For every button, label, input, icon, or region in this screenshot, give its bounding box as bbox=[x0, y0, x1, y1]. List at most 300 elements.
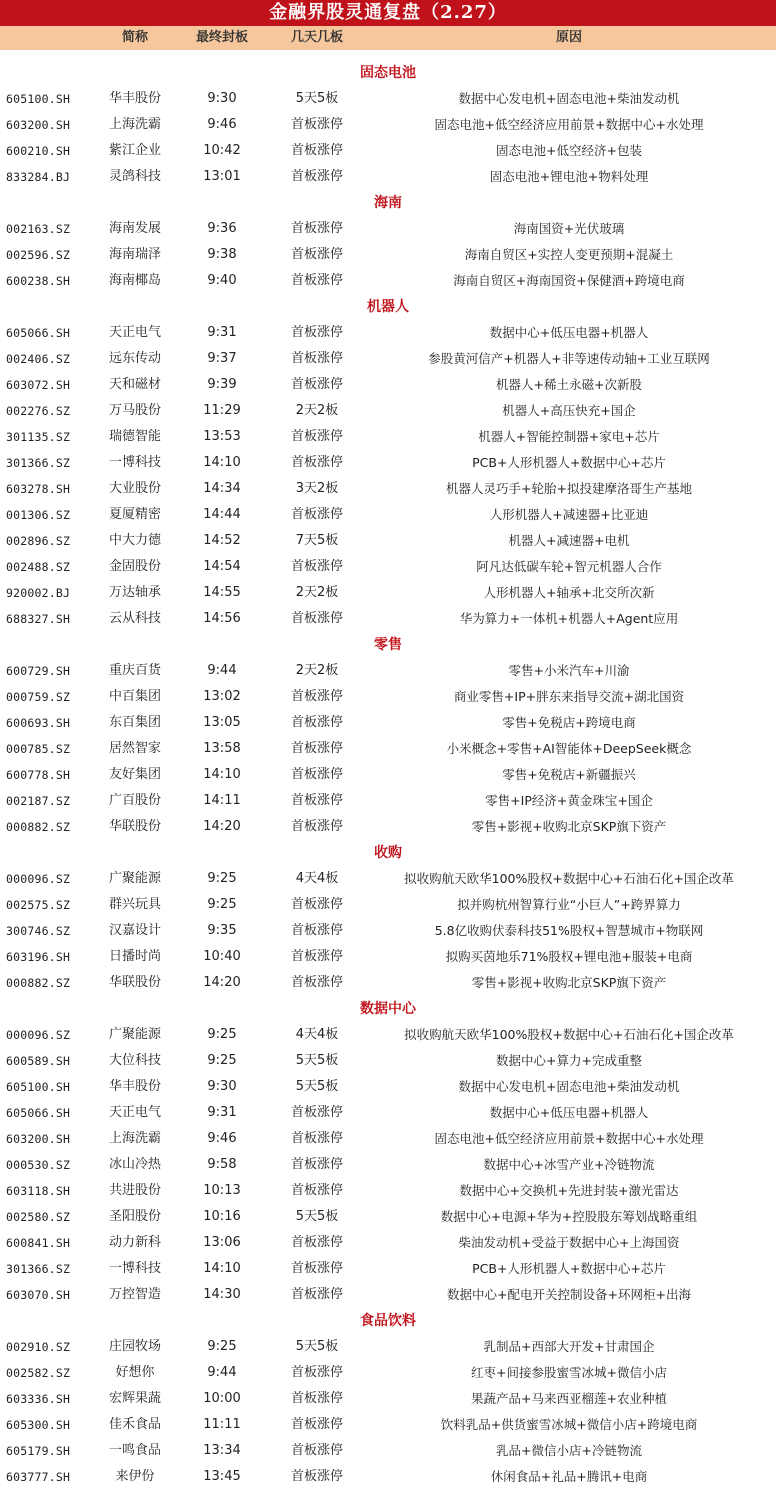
board-count: 5天5板 bbox=[295, 1079, 339, 1094]
board-count: 首板涨停 bbox=[290, 1417, 343, 1432]
stock-code: 002582.SZ bbox=[6, 1366, 71, 1380]
board-count: 5天5板 bbox=[295, 91, 339, 106]
board-count: 首板涨停 bbox=[290, 507, 343, 522]
stock-code: 600693.SH bbox=[6, 716, 71, 730]
seal-time: 9:25 bbox=[207, 897, 237, 912]
reason: 数据中心+低压电器+机器人 bbox=[489, 325, 649, 340]
board-count: 首板涨停 bbox=[290, 923, 343, 938]
stock-code: 603072.SH bbox=[6, 378, 71, 392]
board-count: 首板涨停 bbox=[290, 377, 343, 392]
stock-name: 华联股份 bbox=[108, 975, 161, 990]
reason: 柴油发动机+受益于数据中心+上海国资 bbox=[458, 1235, 680, 1250]
reason: 人形机器人+减速器+比亚迪 bbox=[489, 507, 649, 522]
stock-code: 600729.SH bbox=[6, 664, 71, 678]
reason: 固态电池+低空经济+包装 bbox=[496, 143, 642, 158]
stock-name: 天正电气 bbox=[108, 1105, 161, 1120]
table-row bbox=[0, 528, 776, 554]
seal-time: 9:35 bbox=[207, 923, 237, 938]
seal-time: 10:42 bbox=[203, 143, 241, 158]
board-count: 首板涨停 bbox=[290, 1235, 343, 1250]
stock-name: 一博科技 bbox=[108, 455, 161, 470]
table-row bbox=[0, 866, 776, 892]
stock-name: 群兴玩具 bbox=[108, 897, 161, 912]
seal-time: 9:25 bbox=[207, 1339, 237, 1354]
table-row bbox=[0, 658, 776, 684]
stock-name: 动力新科 bbox=[108, 1235, 161, 1250]
board-count: 首板涨停 bbox=[290, 793, 343, 808]
board-count: 首板涨停 bbox=[290, 1183, 343, 1198]
stock-name: 海南椰岛 bbox=[108, 273, 161, 288]
reason: 数据中心发电机+固态电池+柴油发动机 bbox=[458, 91, 680, 106]
board-count: 首板涨停 bbox=[290, 897, 343, 912]
stock-name: 万马股份 bbox=[108, 403, 161, 418]
stock-name: 上海洗霸 bbox=[108, 1131, 161, 1146]
table-header bbox=[0, 26, 776, 50]
table-row bbox=[0, 944, 776, 970]
table-row bbox=[0, 1282, 776, 1308]
reason: 零售+影视+收购北京SKP旗下资产 bbox=[471, 975, 667, 990]
reason: 小米概念+零售+AI智能体+DeepSeek概念 bbox=[446, 741, 692, 756]
stock-code: 600210.SH bbox=[6, 144, 71, 158]
seal-time: 9:30 bbox=[207, 91, 237, 106]
stock-name: 华丰股份 bbox=[108, 1079, 161, 1094]
board-count: 首板涨停 bbox=[290, 455, 343, 470]
stock-code: 002187.SZ bbox=[6, 794, 71, 808]
stock-name: 好想你 bbox=[115, 1365, 155, 1380]
stock-code: 002276.SZ bbox=[6, 404, 71, 418]
board-count: 首板涨停 bbox=[290, 273, 343, 288]
seal-time: 13:58 bbox=[203, 741, 241, 756]
table-row bbox=[0, 970, 776, 996]
board-count: 首板涨停 bbox=[290, 949, 343, 964]
table-row bbox=[0, 1334, 776, 1360]
reason: 数据中心发电机+固态电池+柴油发动机 bbox=[458, 1079, 680, 1094]
stock-code: 600589.SH bbox=[6, 1054, 71, 1068]
table-row bbox=[0, 1152, 776, 1178]
stock-code: 002406.SZ bbox=[6, 352, 71, 366]
stock-name: 居然智家 bbox=[108, 741, 161, 756]
board-count: 首板涨停 bbox=[290, 351, 343, 366]
reason: 海南国资+光伏玻璃 bbox=[513, 221, 625, 236]
reason: 数据中心+低压电器+机器人 bbox=[489, 1105, 649, 1120]
board-count: 首板涨停 bbox=[290, 221, 343, 236]
stock-name: 紫江企业 bbox=[108, 143, 161, 158]
section-heading: 海南 bbox=[374, 195, 402, 211]
table-row bbox=[0, 1074, 776, 1100]
header-name: 简称 bbox=[121, 30, 148, 45]
seal-time: 14:10 bbox=[203, 767, 241, 782]
stock-name: 佳禾食品 bbox=[108, 1417, 161, 1432]
table-row bbox=[0, 1178, 776, 1204]
stock-name: 庄园牧场 bbox=[108, 1339, 161, 1354]
seal-time: 13:02 bbox=[203, 689, 241, 704]
table-row bbox=[0, 1464, 776, 1490]
stock-name: 大位科技 bbox=[108, 1053, 161, 1068]
reason: 参股黄河信产+机器人+非等速传动轴+工业互联网 bbox=[428, 351, 710, 366]
seal-time: 14:56 bbox=[203, 611, 241, 626]
table-row bbox=[0, 372, 776, 398]
seal-time: 14:52 bbox=[203, 533, 241, 548]
board-count: 7天5板 bbox=[295, 533, 339, 548]
reason: 拟收购航天欧华100%股权+数据中心+石油石化+国企改革 bbox=[404, 871, 734, 886]
stock-code: 603196.SH bbox=[6, 950, 71, 964]
stock-name: 一博科技 bbox=[108, 1261, 161, 1276]
stock-name: 天和磁材 bbox=[108, 377, 161, 392]
stock-code: 000785.SZ bbox=[6, 742, 71, 756]
table-row bbox=[0, 1230, 776, 1256]
table-row bbox=[0, 1412, 776, 1438]
stock-code: 002580.SZ bbox=[6, 1210, 71, 1224]
seal-time: 13:01 bbox=[203, 169, 241, 184]
seal-time: 9:30 bbox=[207, 1079, 237, 1094]
seal-time: 11:29 bbox=[203, 403, 241, 418]
seal-time: 13:05 bbox=[203, 715, 241, 730]
board-count: 首板涨停 bbox=[290, 1365, 343, 1380]
table-row bbox=[0, 918, 776, 944]
table-row bbox=[0, 1100, 776, 1126]
stock-code: 605100.SH bbox=[6, 1080, 71, 1094]
section-heading: 食品饮料 bbox=[360, 1313, 416, 1329]
stock-code: 000759.SZ bbox=[6, 690, 71, 704]
table-row bbox=[0, 580, 776, 606]
board-count: 2天2板 bbox=[295, 585, 339, 600]
board-count: 首板涨停 bbox=[290, 143, 343, 158]
board-count: 首板涨停 bbox=[290, 1157, 343, 1172]
board-count: 5天5板 bbox=[295, 1209, 339, 1224]
board-count: 首板涨停 bbox=[290, 1105, 343, 1120]
reason: 乳品+微信小店+冷链物流 bbox=[496, 1443, 642, 1458]
stock-name: 汉嘉设计 bbox=[108, 923, 161, 938]
stock-name: 万达轴承 bbox=[108, 585, 161, 600]
stock-code: 605066.SH bbox=[6, 326, 71, 340]
reason: 机器人+高压快充+国企 bbox=[502, 403, 636, 418]
reason: 机器人+稀土永磁+次新股 bbox=[496, 377, 642, 392]
table-body bbox=[0, 60, 776, 1490]
section-heading: 数据中心 bbox=[360, 1001, 416, 1017]
stock-code: 603336.SH bbox=[6, 1392, 71, 1406]
reason: PCB+人形机器人+数据中心+芯片 bbox=[472, 1261, 666, 1276]
seal-time: 14:11 bbox=[203, 793, 241, 808]
stock-code: 920002.BJ bbox=[6, 586, 71, 600]
table-row bbox=[0, 606, 776, 632]
stock-name: 广聚能源 bbox=[108, 871, 161, 886]
stock-name: 上海洗霸 bbox=[108, 117, 161, 132]
stock-code: 000882.SZ bbox=[6, 976, 71, 990]
seal-time: 13:45 bbox=[203, 1469, 241, 1484]
seal-time: 9:31 bbox=[207, 325, 237, 340]
reason: 固态电池+低空经济应用前景+数据中心+水处理 bbox=[434, 1131, 704, 1146]
stock-code: 603070.SH bbox=[6, 1288, 71, 1302]
table-row bbox=[0, 450, 776, 476]
stock-code: 000882.SZ bbox=[6, 820, 71, 834]
stock-name: 云从科技 bbox=[108, 611, 161, 626]
table-row bbox=[0, 710, 776, 736]
stock-name: 华联股份 bbox=[108, 819, 161, 834]
reason: 机器人+智能控制器+家电+芯片 bbox=[478, 429, 660, 444]
reason: 拟购买茵地乐71%股权+锂电池+服装+电商 bbox=[445, 949, 693, 964]
seal-time: 14:55 bbox=[203, 585, 241, 600]
reason: 海南自贸区+实控人变更预期+混凝土 bbox=[464, 247, 674, 262]
seal-time: 11:11 bbox=[203, 1417, 241, 1432]
reason: 商业零售+IP+胖东来指导交流+湖北国资 bbox=[453, 689, 685, 704]
seal-time: 14:30 bbox=[203, 1287, 241, 1302]
stock-name: 宏辉果蔬 bbox=[108, 1391, 161, 1406]
reason: 华为算力+一体机+机器人+Agent应用 bbox=[459, 611, 679, 626]
table-row bbox=[0, 138, 776, 164]
stock-code: 603200.SH bbox=[6, 1132, 71, 1146]
stock-name: 华丰股份 bbox=[108, 91, 161, 106]
board-count: 5天5板 bbox=[295, 1339, 339, 1354]
stock-code: 300746.SZ bbox=[6, 924, 71, 938]
seal-time: 9:46 bbox=[207, 117, 237, 132]
stock-code: 001306.SZ bbox=[6, 508, 71, 522]
table-row bbox=[0, 424, 776, 450]
seal-time: 14:10 bbox=[203, 455, 241, 470]
table-row bbox=[0, 1256, 776, 1282]
stock-code: 301366.SZ bbox=[6, 1262, 71, 1276]
reason: 数据中心+冰雪产业+冷链物流 bbox=[483, 1157, 655, 1172]
seal-time: 10:00 bbox=[203, 1391, 241, 1406]
stock-name: 共进股份 bbox=[108, 1183, 161, 1198]
board-count: 首板涨停 bbox=[290, 429, 343, 444]
seal-time: 14:10 bbox=[203, 1261, 241, 1276]
stock-name: 日播时尚 bbox=[108, 949, 161, 964]
table-row bbox=[0, 814, 776, 840]
stock-code: 600238.SH bbox=[6, 274, 71, 288]
seal-time: 9:39 bbox=[207, 377, 237, 392]
section-heading: 零售 bbox=[374, 637, 402, 653]
seal-time: 13:34 bbox=[203, 1443, 241, 1458]
seal-time: 14:20 bbox=[203, 819, 241, 834]
seal-time: 9:38 bbox=[207, 247, 237, 262]
reason: 零售+IP经济+黄金珠宝+国企 bbox=[485, 793, 653, 808]
seal-time: 9:25 bbox=[207, 1053, 237, 1068]
stock-name: 圣阳股份 bbox=[108, 1209, 161, 1224]
section-heading: 机器人 bbox=[367, 299, 409, 315]
seal-time: 10:40 bbox=[203, 949, 241, 964]
seal-time: 14:54 bbox=[203, 559, 241, 574]
stock-code: 002896.SZ bbox=[6, 534, 71, 548]
stock-name: 海南瑞泽 bbox=[108, 247, 161, 262]
seal-time: 9:58 bbox=[207, 1157, 237, 1172]
table-row bbox=[0, 398, 776, 424]
board-count: 首板涨停 bbox=[290, 1261, 343, 1276]
stock-name: 灵鸽科技 bbox=[108, 169, 161, 184]
stock-name: 中百集团 bbox=[108, 689, 161, 704]
stock-code: 688327.SH bbox=[6, 612, 71, 626]
stock-code: 002596.SZ bbox=[6, 248, 71, 262]
board-count: 2天2板 bbox=[295, 663, 339, 678]
stock-code: 603118.SH bbox=[6, 1184, 71, 1198]
section-heading: 固态电池 bbox=[360, 65, 416, 81]
table-row bbox=[0, 1204, 776, 1230]
table-row bbox=[0, 1360, 776, 1386]
table-row bbox=[0, 684, 776, 710]
table-row bbox=[0, 1022, 776, 1048]
board-count: 首板涨停 bbox=[290, 611, 343, 626]
stock-name: 冰山冷热 bbox=[108, 1157, 161, 1172]
reason: 拟收购航天欧华100%股权+数据中心+石油石化+国企改革 bbox=[404, 1027, 734, 1042]
stock-code: 002910.SZ bbox=[6, 1340, 71, 1354]
table-row bbox=[0, 554, 776, 580]
stock-code: 000096.SZ bbox=[6, 1028, 71, 1042]
stock-code: 002575.SZ bbox=[6, 898, 71, 912]
table-row bbox=[0, 1438, 776, 1464]
table-row bbox=[0, 476, 776, 502]
stock-name: 友好集团 bbox=[108, 767, 161, 782]
stock-name: 天正电气 bbox=[108, 325, 161, 340]
stock-name: 广百股份 bbox=[108, 793, 161, 808]
stock-name: 一鸣食品 bbox=[108, 1443, 161, 1458]
stock-code: 000096.SZ bbox=[6, 872, 71, 886]
seal-time: 13:53 bbox=[203, 429, 241, 444]
seal-time: 13:06 bbox=[203, 1235, 241, 1250]
reason: 机器人灵巧手+轮胎+拟投建摩洛哥生产基地 bbox=[446, 481, 692, 496]
table-row bbox=[0, 112, 776, 138]
stock-code: 603200.SH bbox=[6, 118, 71, 132]
seal-time: 9:46 bbox=[207, 1131, 237, 1146]
board-count: 首板涨停 bbox=[290, 689, 343, 704]
stock-code: 000530.SZ bbox=[6, 1158, 71, 1172]
reason: 人形机器人+轴承+北交所次新 bbox=[483, 585, 655, 600]
board-count: 首板涨停 bbox=[290, 715, 343, 730]
stock-code: 301135.SZ bbox=[6, 430, 71, 444]
board-count: 首板涨停 bbox=[290, 975, 343, 990]
stock-name: 夏厦精密 bbox=[108, 507, 161, 522]
stock-code: 605179.SH bbox=[6, 1444, 71, 1458]
stock-code: 833284.BJ bbox=[6, 170, 71, 184]
stock-name: 大业股份 bbox=[108, 481, 161, 496]
board-count: 首板涨停 bbox=[290, 741, 343, 756]
reason: 拟并购杭州智算行业“小巨人”+跨界算力 bbox=[457, 897, 681, 912]
reason: 数据中心+算力+完成重整 bbox=[496, 1053, 642, 1068]
seal-time: 14:20 bbox=[203, 975, 241, 990]
seal-time: 14:44 bbox=[203, 507, 241, 522]
seal-time: 9:31 bbox=[207, 1105, 237, 1120]
board-count: 4天4板 bbox=[295, 871, 339, 886]
seal-time: 9:37 bbox=[207, 351, 237, 366]
stock-name: 远东传动 bbox=[108, 351, 161, 366]
table-row bbox=[0, 164, 776, 190]
seal-time: 10:16 bbox=[203, 1209, 241, 1224]
reason: 零售+免税店+新疆振兴 bbox=[502, 767, 636, 782]
board-count: 首板涨停 bbox=[290, 1443, 343, 1458]
board-count: 首板涨停 bbox=[290, 1391, 343, 1406]
seal-time: 9:40 bbox=[207, 273, 237, 288]
table-row bbox=[0, 788, 776, 814]
reason: PCB+人形机器人+数据中心+芯片 bbox=[472, 455, 666, 470]
seal-time: 14:34 bbox=[203, 481, 241, 496]
seal-time: 9:44 bbox=[207, 663, 237, 678]
reason: 固态电池+低空经济应用前景+数据中心+水处理 bbox=[434, 117, 704, 132]
spacer bbox=[0, 50, 776, 60]
table-row bbox=[0, 346, 776, 372]
stock-name: 来伊份 bbox=[115, 1469, 155, 1484]
stock-name: 瑞德智能 bbox=[108, 429, 161, 444]
table-row bbox=[0, 268, 776, 294]
reason: 数据中心+配电开关控制设备+环网柜+出海 bbox=[447, 1287, 691, 1302]
reason: 机器人+减速器+电机 bbox=[508, 533, 630, 548]
reason: 休闲食品+礼品+腾讯+电商 bbox=[490, 1469, 648, 1484]
board-count: 首板涨停 bbox=[290, 169, 343, 184]
header-board-count: 几天几板 bbox=[290, 30, 343, 45]
seal-time: 9:25 bbox=[207, 1027, 237, 1042]
seal-time: 9:36 bbox=[207, 221, 237, 236]
stock-name: 东百集团 bbox=[108, 715, 161, 730]
table-row bbox=[0, 242, 776, 268]
table-row bbox=[0, 762, 776, 788]
header-seal-time: 最终封板 bbox=[195, 30, 248, 45]
stock-code: 002163.SZ bbox=[6, 222, 71, 236]
board-count: 2天2板 bbox=[295, 403, 339, 418]
board-count: 首板涨停 bbox=[290, 1287, 343, 1302]
stock-code: 600778.SH bbox=[6, 768, 71, 782]
reason: 固态电池+锂电池+物料处理 bbox=[489, 169, 649, 184]
table-row bbox=[0, 736, 776, 762]
stock-name: 万控智造 bbox=[108, 1287, 161, 1302]
table-row bbox=[0, 1386, 776, 1412]
reason: 零售+影视+收购北京SKP旗下资产 bbox=[471, 819, 667, 834]
seal-time: 10:13 bbox=[203, 1183, 241, 1198]
seal-time: 9:25 bbox=[207, 871, 237, 886]
reason: 乳制品+西部大开发+甘肃国企 bbox=[483, 1339, 655, 1354]
reason: 阿凡达低碳车轮+智元机器人合作 bbox=[476, 559, 662, 574]
table-row bbox=[0, 320, 776, 346]
stock-name: 广聚能源 bbox=[108, 1027, 161, 1042]
table-row bbox=[0, 1048, 776, 1074]
header-reason: 原因 bbox=[555, 30, 582, 45]
stock-code: 002488.SZ bbox=[6, 560, 71, 574]
board-count: 首板涨停 bbox=[290, 819, 343, 834]
table-row bbox=[0, 86, 776, 112]
stock-code: 605300.SH bbox=[6, 1418, 71, 1432]
reason: 零售+小米汽车+川渝 bbox=[508, 663, 630, 678]
board-count: 首板涨停 bbox=[290, 325, 343, 340]
stock-code: 603777.SH bbox=[6, 1470, 71, 1484]
reason: 零售+免税店+跨境电商 bbox=[502, 715, 636, 730]
stock-code: 301366.SZ bbox=[6, 456, 71, 470]
reason: 5.8亿收购伏泰科技51%股权+智慧城市+物联网 bbox=[434, 923, 704, 938]
reason: 果蔬产品+马来西亚榴莲+农业种植 bbox=[471, 1391, 667, 1406]
board-count: 首板涨停 bbox=[290, 247, 343, 262]
stock-code: 605100.SH bbox=[6, 92, 71, 106]
board-count: 首板涨停 bbox=[290, 117, 343, 132]
stock-name: 重庆百货 bbox=[108, 663, 161, 678]
reason: 数据中心+电源+华为+控股股东筹划战略重组 bbox=[440, 1209, 698, 1224]
table-row bbox=[0, 892, 776, 918]
reason: 饮料乳品+供货蜜雪冰城+微信小店+跨境电商 bbox=[440, 1417, 698, 1432]
stock-code: 603278.SH bbox=[6, 482, 71, 496]
table-row bbox=[0, 502, 776, 528]
stock-name: 中大力德 bbox=[108, 533, 161, 548]
seal-time: 9:44 bbox=[207, 1365, 237, 1380]
stock-code: 600841.SH bbox=[6, 1236, 71, 1250]
stock-code: 605066.SH bbox=[6, 1106, 71, 1120]
board-count: 首板涨停 bbox=[290, 559, 343, 574]
reason: 海南自贸区+海南国资+保健酒+跨境电商 bbox=[453, 273, 685, 288]
stock-name: 海南发展 bbox=[108, 221, 161, 236]
table-row bbox=[0, 1126, 776, 1152]
reason: 红枣+间接参股蜜雪冰城+微信小店 bbox=[471, 1365, 667, 1380]
board-count: 3天2板 bbox=[295, 481, 339, 496]
page-title: 金融界股灵通复盘（2.27） bbox=[0, 0, 776, 26]
reason: 数据中心+交换机+先进封装+激光雷达 bbox=[459, 1183, 679, 1198]
table-row bbox=[0, 216, 776, 242]
board-count: 4天4板 bbox=[295, 1027, 339, 1042]
header-code bbox=[0, 26, 98, 50]
board-count: 首板涨停 bbox=[290, 1469, 343, 1484]
board-count: 首板涨停 bbox=[290, 1131, 343, 1146]
